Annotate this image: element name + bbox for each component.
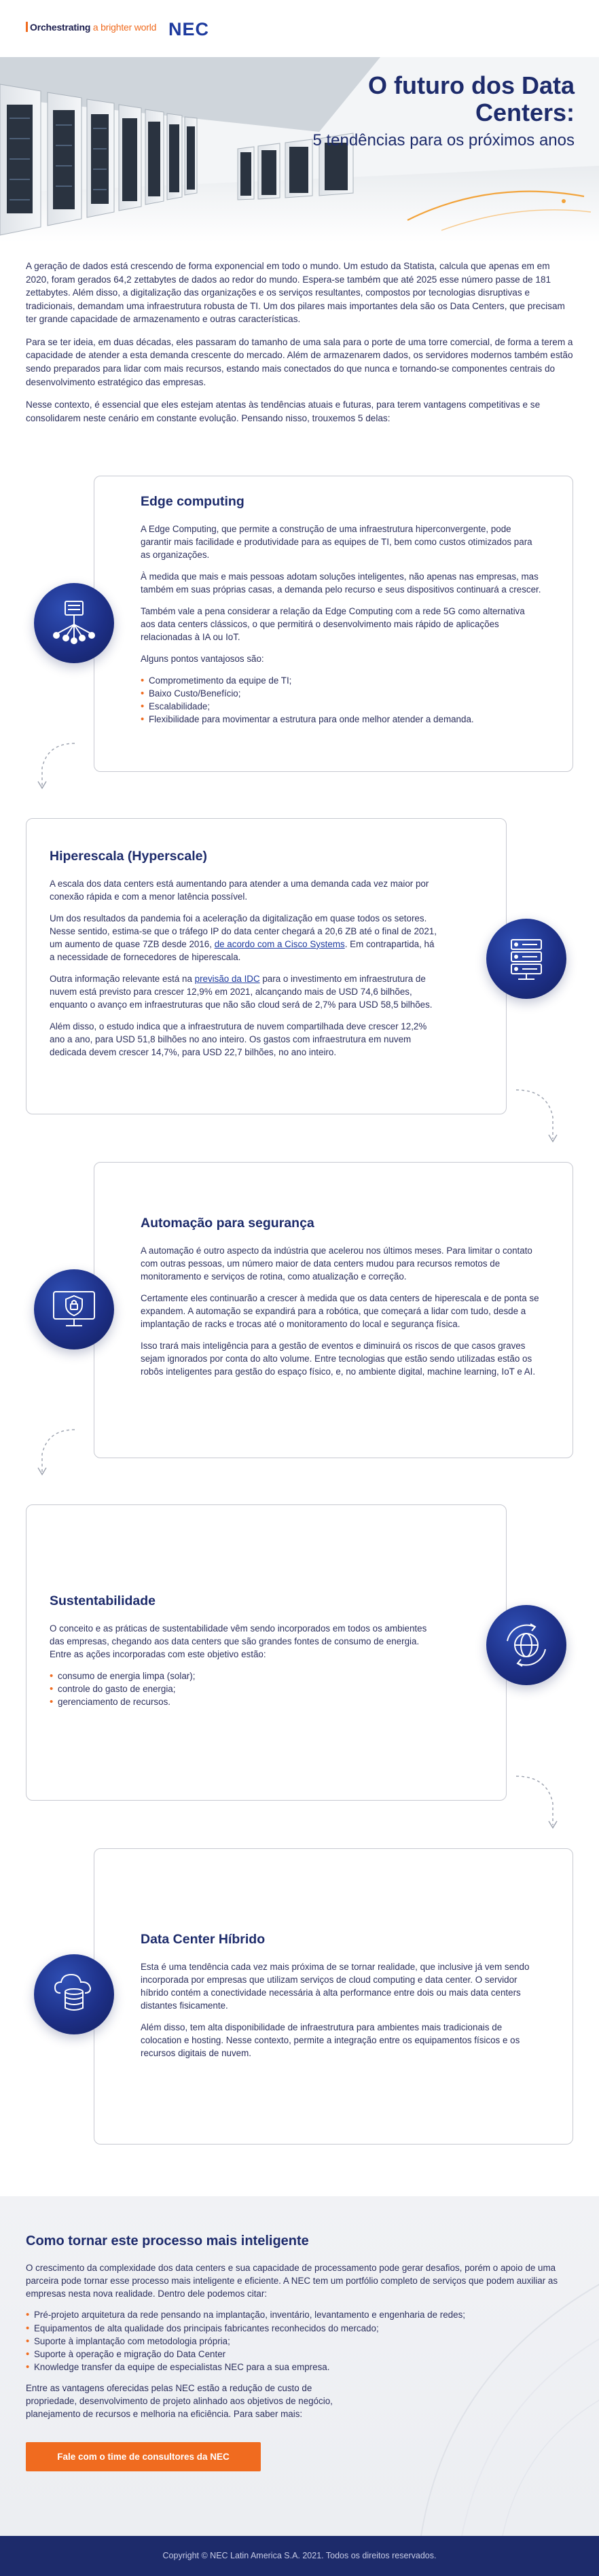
cta-title: Como tornar este processo mais inteligente <box>26 2234 309 2248</box>
security-monitor-icon <box>34 1269 114 1349</box>
list-item: • Suporte à operação e migração do Data Center <box>26 2348 573 2361</box>
card-paragraph: Certamente eles continuarão a crescer à medida que os data centers de hiperescala e de ponta se expandem. A automação se expandirá para a robótica, que começará a lidar com tudo, desde a implantação de racks e trocas até o monitoramento do local e segurança física. <box>141 1292 539 1329</box>
advantages-list <box>141 674 541 726</box>
list-item: • gerenciamento de recursos. <box>50 1695 437 1708</box>
card-paragraph: O conceito e as práticas de sustentabilidade vêm sendo incorporados em todos os ambientes das empresas, chegando aos data centers que são grandes fontes de consumo de energia. Entre as ações incorporadas com este objetivo estão: <box>50 1623 427 1659</box>
list-item: • consumo de energia limpa (solar); <box>50 1670 437 1682</box>
tagline-prefix: Orchestrating <box>30 22 91 33</box>
card-hybrid-data-center <box>94 1848 573 2145</box>
list-item: • Baixo Custo/Benefício; <box>141 687 541 700</box>
card-paragraph: À medida que mais e mais pessoas adotam soluções inteligentes, não apenas nas empresas, mas também em suas próprias casas, a demanda pelo recurso e seus dispositivos continuará a crescer. <box>141 571 541 595</box>
list-item: • Suporte à implantação com metodologia própria; <box>26 2335 573 2348</box>
tagline-accent: a brighter world <box>92 22 157 33</box>
flow-arrow-curve <box>27 1427 81 1481</box>
recycle-globe-icon <box>486 1605 566 1685</box>
hero-title: O futuro dos Data Centers: <box>368 71 575 126</box>
contact-consultants-button[interactable]: Fale com o time de consultores da NEC <box>26 2442 261 2471</box>
flow-arrow-curve <box>513 1087 568 1148</box>
list-item: • Comprometimento da equipe de TI; <box>141 674 541 687</box>
paragraph-text: Um dos resultados da pandemia foi a aceleração da digitalização em quase todos os setores. Nesse sentido, estima-se que o tráfego IP do data center chegará a 20,6 ZB até o final de 2021, um aumento de quase 7ZB desde 2016, <box>50 913 437 949</box>
cisco-systems-link[interactable]: de acordo com a Cisco Systems <box>214 938 345 949</box>
paragraph-text: para o investimento em infraestrutura de nuvem está previsto para crescer 12,9% em 2021, alcançando mais de USD 74,6 bilhões, enquanto o avanço em infraestruturas que não são cloud será de 2,7% para USD 58,5 bilhões. <box>50 973 433 1010</box>
intro-paragraph: Nesse contexto, é essencial que eles estejam atentas às tendências atuais e futuras, para terem vantagens competitivas e se consolidarem neste cenário em constante evolução. Pensando nisso, trouxemos 5 delas: <box>26 400 541 423</box>
card-automation-security <box>94 1162 573 1458</box>
list-item: • Escalabilidade; <box>141 700 541 713</box>
paragraph-text: Outra informação relevante está na <box>50 973 195 984</box>
card-title: Hiperescala (Hyperscale) <box>50 849 207 864</box>
nec-logo[interactable]: NEC <box>168 19 210 39</box>
card-title: Edge computing <box>141 494 244 509</box>
card-edge-computing <box>94 476 573 772</box>
flow-arrow-curve <box>27 741 81 795</box>
card-title: Sustentabilidade <box>50 1593 156 1608</box>
card-title: Automação para segurança <box>141 1216 314 1231</box>
list-item: • controle do gasto de energia; <box>50 1682 437 1695</box>
hero-subtitle: 5 tendências para os próximos anos <box>312 131 575 150</box>
card-paragraph <box>50 972 437 1011</box>
card-paragraph: Isso trará mais inteligência para a gestão de eventos e diminuirá os riscos de que casos graves sejam ignorados por conta do alto volume. Entre tecnologias que estão sendo utilizadas estão os robôs inteligentes para gestão do espaço físico, e, no ambiente digital, machine learning, IoT e AI. <box>141 1340 536 1377</box>
card-paragraph: A escala dos data centers está aumentando para atender a uma demanda cada vez maior por conexão rápida e com a menor latência possível. <box>50 878 429 902</box>
card-paragraph: A automação é outro aspecto da indústria que acelerou nos últimos meses. Para limitar o contato com outras pessoas, um número maior de data centers mudou para recursos remotos de monitoramento e serviços de rotina, como atualização e correção. <box>141 1245 532 1282</box>
hero-banner <box>0 57 599 242</box>
card-paragraph: Alguns pontos vantajosos são: <box>141 653 264 664</box>
card-paragraph: A Edge Computing, que permite a construção de uma infraestrutura hiperconvergente, pode garantir mais facilidade e produtividade para as equipes de TI, bem como custos otimizados para as organizações. <box>141 523 532 560</box>
hero-title-block <box>303 72 575 151</box>
paragraph-text: . Em contrapartida, há a necessidade de fornecedores de hiperescala. <box>50 938 435 962</box>
edge-computing-icon <box>34 583 114 663</box>
actions-list <box>50 1670 437 1708</box>
cta-paragraph: Entre as vantagens oferecidas pelas NEC estão a redução de custo de propriedade, desenvolvimento de projeto alinhado aos objetivos de negócio, planejamento de recursos e melhoria na eficiência. Para saber mais: <box>26 2382 333 2419</box>
card-paragraph <box>50 912 437 964</box>
list-item: • Flexibilidade para movimentar a estrutura para onde melhor atender a demanda. <box>141 713 541 726</box>
server-rack-icon <box>486 919 566 999</box>
list-item: • Pré-projeto arquitetura da rede pensando na implantação, inventário, levantamento e engenharia de redes; <box>26 2308 573 2321</box>
footer-copyright: Copyright © NEC Latin America S.A. 2021. Todos os direitos reservados. <box>0 2536 599 2576</box>
card-title: Data Center Híbrido <box>141 1932 266 1947</box>
list-item: • Knowledge transfer da equipe de especialistas NEC para a sua empresa. <box>26 2361 573 2374</box>
card-paragraph: Esta é uma tendência cada vez mais próxima de se tornar realidade, que inclusive já vem sendo incorporada por empresas que utilizam serviços de cloud computing e data center. O servidor híbrido contém a conectividade necessária à alta performance entre dois ou mais data centers distantes fisicamente. <box>141 1961 530 2011</box>
cloud-database-icon <box>34 1954 114 2034</box>
intro-section <box>26 260 573 434</box>
flow-arrow-curve <box>513 1774 568 1835</box>
services-list <box>26 2308 573 2373</box>
card-sustainability <box>26 1504 507 1801</box>
card-hyperscale <box>26 818 507 1114</box>
brand-tagline <box>26 21 156 35</box>
cta-paragraph: O crescimento da complexidade dos data centers e sua capacidade de processamento pode gerar desafios, porém o apoio de uma parceira pode tornar esse processo mais inteligente e eficiente. A NEC tem um portfólio completo de serviços que podem auxiliar as empresas nesta nova realidade. Dentro dele podemos citar: <box>26 2263 558 2299</box>
list-item: • Equipamentos de alta qualidade dos principais fabricantes reconhecidos do mercado; <box>26 2322 573 2335</box>
card-paragraph: Além disso, o estudo indica que a infraestrutura de nuvem compartilhada deve crescer 12,2% ano a ano, para USD 51,8 bilhões no ano inteiro. Os gastos com infraestrutura em nuvem dedicada devem crescer 14,7%, para USD 22,7 bilhões, no ano inteiro. <box>50 1021 427 1058</box>
intro-paragraph: Para se ter ideia, em duas décadas, eles passaram do tamanho de uma sala para o porte de uma torre comercial, de forma a terem a capacidade de atender a esta demanda crescente do mercado. Além de armazenarem dados, os servidores modernos também estão sendo preparados para lidar com mais recursos, estando mais conectados do que nunca e tornando-se componentes centrais do desenvolvimento estratégico das empresas. <box>26 336 573 387</box>
card-paragraph: Além disso, tem alta disponibilidade de infraestrutura para ambientes mais tradicionais de colocation e hosting. Nesse contexto, permite a integração entre os equipamentos físicos e os recursos digitais de nuvem. <box>141 2022 520 2058</box>
cta-section <box>0 2196 599 2536</box>
top-bar <box>0 0 599 57</box>
tagline-bar <box>26 22 28 32</box>
card-paragraph: Também vale a pena considerar a relação da Edge Computing com a rede 5G como alternativa aos data centers clássicos, o que permitirá o desenvolvimento mais rápido de aplicações relacionadas à IA ou IoT. <box>141 605 525 642</box>
idc-forecast-link[interactable]: previsão da IDC <box>194 973 260 984</box>
cta-content <box>26 2231 573 2471</box>
intro-paragraph: A geração de dados está crescendo de forma exponencial em todo o mundo. Um estudo da Statista, calcula que apenas em em 2020, foram gerados 64,2 zettabytes de dados ao redor do mundo. Espera-se também que até 2025 esse número passe de 181 zettabytes. Além disso, a digitalização das organizações e os serviços resultantes, compostos por tecnologias disruptivas e tradicionais, demandam uma infraestrutura robusta de TI. Um dos pilares mais importantes dela são os Data Centers, que precisam ter grande capacidade de armazenamento e outras características. <box>26 261 565 325</box>
